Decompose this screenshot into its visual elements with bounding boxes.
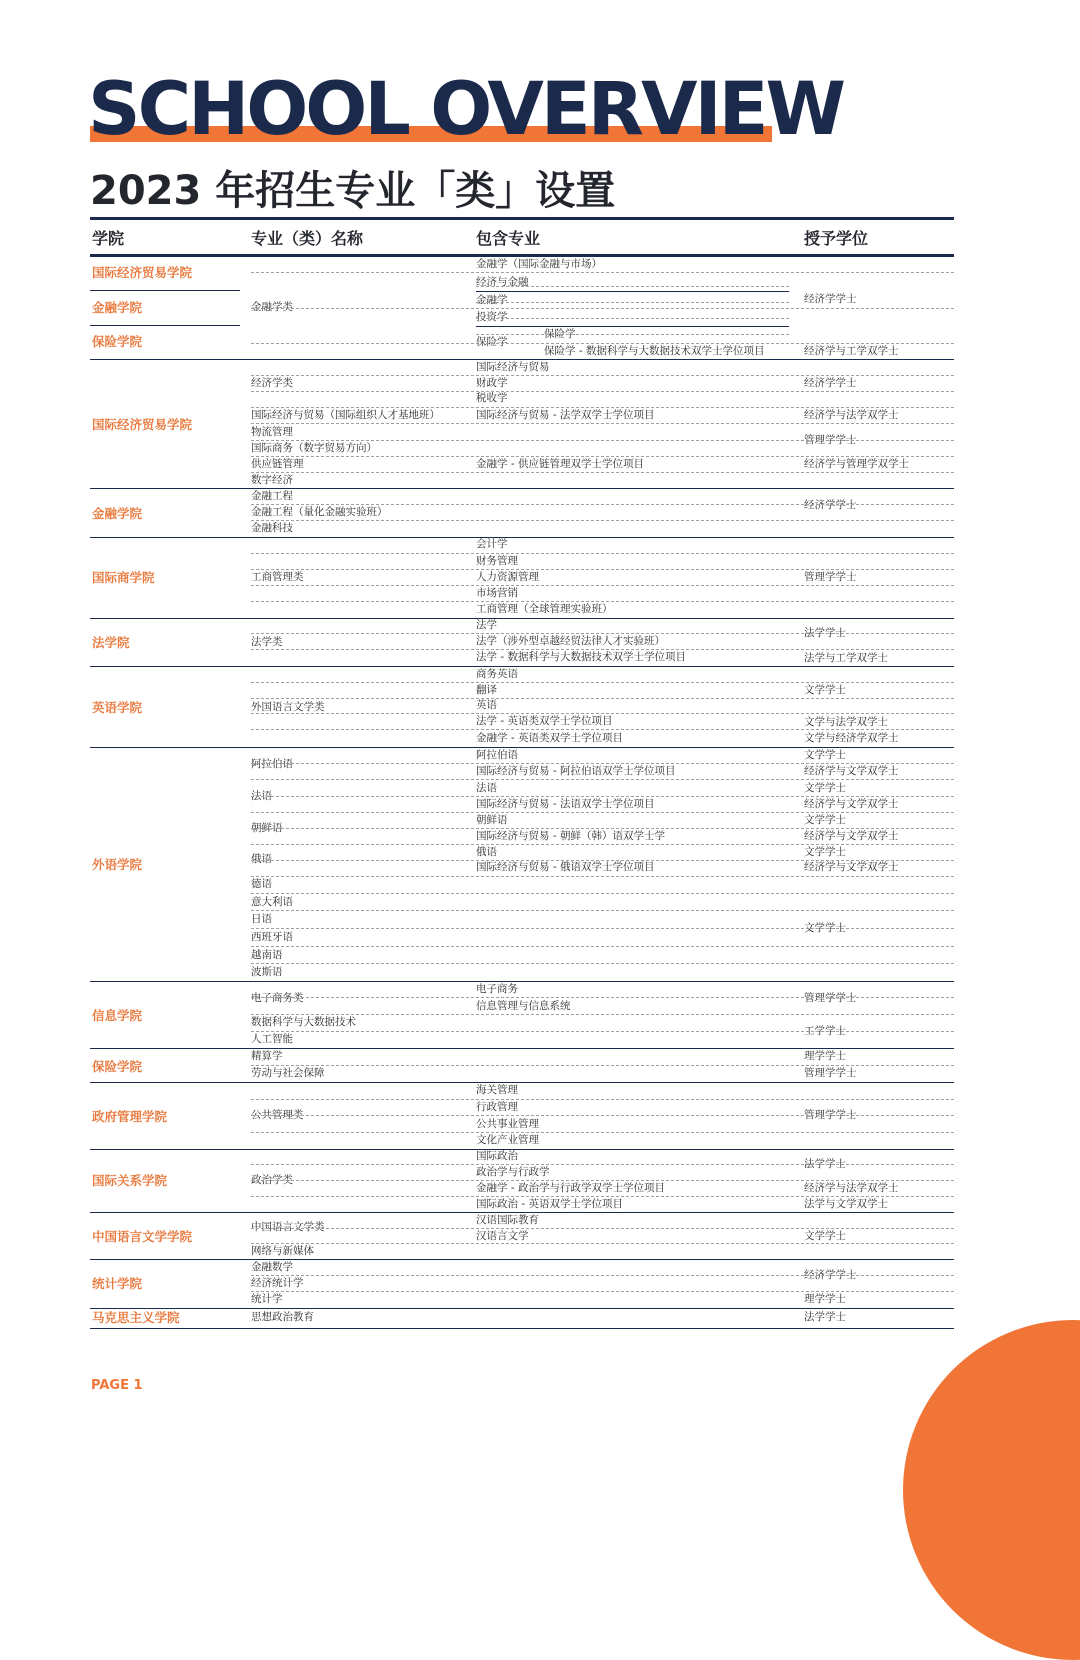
included-major: 保险学 - 数据科学与大数据技术双学士学位项目 [544, 345, 765, 357]
table-rule [251, 633, 954, 634]
degree-awarded: 经济学与文学双学士 [804, 765, 899, 777]
included-major: 汉语国际教育 [476, 1214, 539, 1226]
table-rule [251, 1243, 954, 1244]
included-major: 信息管理与信息系统 [476, 1000, 571, 1012]
school-name: 英语学院 [92, 700, 143, 715]
degree-awarded: 法学与文学双学士 [804, 1198, 888, 1210]
included-major: 金融学 [476, 294, 508, 306]
table-rule [251, 682, 954, 683]
included-major: 商务英语 [476, 668, 518, 680]
table-rule [251, 1031, 954, 1032]
degree-awarded: 经济学与文学双学士 [804, 861, 899, 873]
degree-awarded: 经济学学士 [804, 499, 857, 511]
degree-awarded: 法学学士 [804, 627, 846, 639]
included-major: 法学 - 数据科学与大数据技术双学士学位项目 [476, 651, 686, 663]
included-major: 文化产业管理 [476, 1134, 539, 1146]
major-category: 金融工程（量化金融实验班） [251, 506, 388, 518]
degree-awarded: 经济学与法学双学士 [804, 1182, 899, 1194]
table-rule [251, 946, 954, 947]
included-major: 金融学 - 供应链管理双学士学位项目 [476, 458, 644, 470]
table-rule [90, 1082, 954, 1083]
major-category: 劳动与社会保障 [251, 1067, 325, 1079]
included-major: 国际经济与贸易 - 俄语双学士学位项目 [476, 861, 655, 873]
table-rule [251, 713, 954, 714]
included-major: 行政管理 [476, 1101, 518, 1113]
degree-awarded: 文学学士 [804, 684, 846, 696]
major-category: 金融学类 [251, 301, 293, 313]
major-category: 公共管理类 [251, 1109, 304, 1121]
degree-awarded: 法学与工学双学士 [804, 652, 888, 664]
major-category: 物流管理 [251, 426, 293, 438]
table-rule [251, 1014, 954, 1015]
school-name: 国际经济贸易学院 [92, 265, 193, 280]
included-major: 电子商务 [476, 983, 518, 995]
table-rule [251, 456, 954, 457]
included-major: 金融学 - 政治学与行政学双学士学位项目 [476, 1182, 665, 1194]
degree-awarded: 管理学学士 [804, 1067, 857, 1079]
major-category: 电子商务类 [251, 992, 304, 1004]
page-number: PAGE 1 [91, 1378, 143, 1393]
table-rule [90, 618, 954, 619]
major-category: 金融科技 [251, 522, 293, 534]
degree-awarded: 经济学学士 [804, 377, 857, 389]
included-major: 国际经济与贸易 - 法学双学士学位项目 [476, 409, 655, 421]
degree-awarded: 管理学学士 [804, 434, 857, 446]
degree-awarded: 文学学士 [804, 749, 846, 761]
table-rule [476, 334, 789, 335]
degree-awarded: 法学学士 [804, 1158, 846, 1170]
table-rule [251, 504, 954, 505]
table-rule [251, 343, 954, 344]
major-category: 供应链管理 [251, 458, 304, 470]
included-major: 朝鲜语 [476, 814, 508, 826]
school-name: 中国语言文学学院 [92, 1229, 193, 1244]
table-rule [90, 1308, 954, 1309]
table-rule [251, 1180, 954, 1181]
corner-decoration-circle [903, 1320, 1080, 1660]
table-rule [90, 747, 954, 748]
table-rule [476, 318, 789, 319]
degree-awarded: 工学学士 [804, 1025, 846, 1037]
included-major: 法学（涉外型卓越经贸法律人才实验班） [476, 635, 665, 647]
table-rule [90, 290, 240, 291]
degree-awarded: 文学学士 [804, 922, 846, 934]
degree-awarded: 管理学学士 [804, 571, 857, 583]
major-category: 金融工程 [251, 490, 293, 502]
table-rule [251, 1099, 954, 1100]
table-rule [90, 537, 954, 538]
table-rule [251, 1115, 954, 1116]
school-name: 外语学院 [92, 857, 143, 872]
included-major: 财务管理 [476, 555, 518, 567]
table-rule [251, 812, 954, 813]
page-title [88, 67, 844, 152]
table-rule [251, 553, 954, 554]
major-category: 人工智能 [251, 1033, 293, 1045]
table-rule [251, 844, 954, 845]
major-category: 经济学类 [251, 377, 293, 389]
major-category: 经济统计学 [251, 1277, 304, 1289]
degree-awarded: 经济学与文学双学士 [804, 830, 899, 842]
table-rule [90, 1048, 954, 1049]
major-category: 统计学 [251, 1293, 283, 1305]
major-category: 法学类 [251, 636, 283, 648]
table-rule [251, 910, 954, 911]
major-category: 朝鲜语 [251, 822, 283, 834]
degree-awarded: 经济学学士 [804, 1269, 857, 1281]
table-rule [251, 893, 954, 894]
school-name: 法学院 [92, 635, 130, 650]
major-category: 法语 [251, 790, 272, 802]
school-name: 国际经济贸易学院 [92, 417, 193, 432]
table-rule [251, 997, 954, 998]
included-major: 市场营销 [476, 587, 518, 599]
major-category: 数据科学与大数据技术 [251, 1016, 356, 1028]
table-rule [251, 928, 954, 929]
degree-awarded: 经济学与法学双学士 [804, 409, 899, 421]
table-rule [90, 488, 954, 489]
table-rule [251, 860, 954, 861]
degree-awarded: 经济学与文学双学士 [804, 798, 899, 810]
table-rule [476, 326, 789, 327]
table-rule [251, 375, 954, 376]
included-major: 国际政治 [476, 1150, 518, 1162]
table-rule [251, 828, 954, 829]
table-rule [251, 569, 954, 570]
table-rule [251, 1275, 954, 1276]
major-category: 德语 [251, 878, 272, 890]
table-rule [90, 1259, 954, 1260]
included-major: 俄语 [476, 846, 497, 858]
school-name: 保险学院 [92, 1059, 143, 1074]
degree-awarded: 经济学与管理学双学士 [804, 458, 909, 470]
included-major: 国际经济与贸易 - 法语双学士学位项目 [476, 798, 655, 810]
table-rule [251, 963, 954, 964]
included-major: 公共事业管理 [476, 1118, 539, 1130]
degree-awarded: 管理学学士 [804, 992, 857, 1004]
included-major: 翻译 [476, 684, 497, 696]
table-rule [90, 666, 954, 667]
degree-awarded: 经济学学士 [804, 293, 857, 305]
major-category: 阿拉伯语 [251, 758, 293, 770]
included-major: 金融学 - 英语类双学士学位项目 [476, 732, 623, 744]
degree-awarded: 文学学士 [804, 814, 846, 826]
table-rule [476, 291, 789, 292]
table-rule [251, 729, 954, 730]
table-rule [251, 472, 954, 473]
table-rule [476, 286, 789, 287]
column-header: 专业（类）名称 [251, 229, 364, 248]
major-category: 西班牙语 [251, 931, 293, 943]
degree-awarded: 管理学学士 [804, 1109, 857, 1121]
table-rule [251, 440, 954, 441]
major-category: 外国语言文学类 [251, 701, 325, 713]
table-rule [90, 1212, 954, 1213]
school-name: 金融学院 [92, 506, 143, 521]
major-category: 日语 [251, 913, 272, 925]
table-rule [251, 308, 954, 309]
school-name: 信息学院 [92, 1008, 143, 1023]
major-category: 工商管理类 [251, 571, 304, 583]
degree-awarded: 文学与经济学双学士 [804, 732, 899, 744]
table-rule [251, 1291, 954, 1292]
included-major: 英语 [476, 699, 497, 711]
included-major: 法学 - 英语类双学士学位项目 [476, 715, 613, 727]
included-major: 法学 [476, 619, 497, 631]
school-name: 政府管理学院 [92, 1109, 168, 1124]
school-name: 国际商学院 [92, 570, 155, 585]
table-rule [90, 325, 240, 326]
degree-awarded: 文学与法学双学士 [804, 716, 888, 728]
table-rule [251, 391, 954, 392]
major-category: 波斯语 [251, 966, 283, 978]
table-rule [251, 585, 954, 586]
degree-awarded: 理学学士 [804, 1293, 846, 1305]
degree-awarded: 法学学士 [804, 1311, 846, 1323]
included-major: 投资学 [476, 311, 508, 323]
table-rule [251, 796, 954, 797]
degree-awarded: 理学学士 [804, 1050, 846, 1062]
degree-awarded: 文学学士 [804, 1230, 846, 1242]
degree-awarded: 文学学士 [804, 846, 846, 858]
school-name: 保险学院 [92, 334, 143, 349]
degree-awarded: 文学学士 [804, 782, 846, 794]
included-major: 国际经济与贸易 - 朝鲜（韩）语双学士学 [476, 830, 665, 842]
included-major: 税收学 [476, 392, 508, 404]
school-name: 马克思主义学院 [92, 1310, 180, 1325]
included-major: 经济与金融 [476, 276, 529, 288]
table-rule [251, 876, 954, 877]
column-header: 包含专业 [476, 229, 541, 248]
table-rule [251, 1065, 954, 1066]
table-rule [251, 423, 954, 424]
major-category: 国际经济与贸易（国际组织人才基地班） [251, 409, 440, 421]
included-major: 汉语言文学 [476, 1230, 529, 1242]
included-major: 国际经济与贸易 [476, 361, 550, 373]
school-name: 国际关系学院 [92, 1173, 168, 1188]
table-rule [251, 763, 954, 764]
page-subtitle: 2023 年招生专业「类」设置 [90, 168, 616, 214]
table-rule [90, 981, 954, 982]
table-rule [90, 1328, 954, 1329]
table-rule [90, 217, 954, 220]
included-major: 财政学 [476, 377, 508, 389]
table-rule [90, 1149, 954, 1150]
page-title-text: SCHOOL OVERVIEW [88, 67, 844, 152]
table-rule [251, 272, 954, 273]
major-category: 俄语 [251, 853, 272, 865]
included-major: 人力资源管理 [476, 571, 539, 583]
included-major: 保险学 [544, 328, 576, 340]
table-rule [251, 1228, 954, 1229]
major-category: 政治学类 [251, 1174, 293, 1186]
included-major: 金融学（国际金融与市场） [476, 258, 602, 270]
table-rule [251, 698, 954, 699]
included-major: 阿拉伯语 [476, 749, 518, 761]
included-major: 工商管理（全球管理实验班） [476, 603, 613, 615]
major-category: 金融数学 [251, 1261, 293, 1273]
included-major: 法语 [476, 782, 497, 794]
included-major: 会计学 [476, 538, 508, 550]
included-major: 国际经济与贸易 - 阿拉伯语双学士学位项目 [476, 765, 676, 777]
column-header: 授予学位 [804, 229, 869, 248]
school-name: 金融学院 [92, 300, 143, 315]
table-rule [251, 1132, 954, 1133]
school-name: 统计学院 [92, 1276, 143, 1291]
major-category: 国际商务（数字贸易方向） [251, 442, 377, 454]
major-category: 中国语言文学类 [251, 1221, 325, 1233]
table-rule [251, 520, 954, 521]
major-category: 数字经济 [251, 474, 293, 486]
table-rule [251, 779, 954, 780]
major-category: 意大利语 [251, 896, 293, 908]
table-rule [476, 302, 789, 303]
major-category: 越南语 [251, 949, 283, 961]
table-rule [90, 359, 954, 360]
major-category: 思想政治教育 [251, 1311, 314, 1323]
table-rule [251, 649, 954, 650]
table-rule [251, 601, 954, 602]
included-major: 保险学 [476, 336, 508, 348]
included-major: 国际政治 - 英语双学士学位项目 [476, 1198, 623, 1210]
table-rule [251, 1164, 954, 1165]
included-major: 政治学与行政学 [476, 1166, 550, 1178]
major-category: 精算学 [251, 1050, 283, 1062]
table-rule [251, 407, 954, 408]
major-category: 网络与新媒体 [251, 1245, 314, 1257]
table-rule [251, 1196, 954, 1197]
included-major: 海关管理 [476, 1084, 518, 1096]
column-header: 学院 [92, 229, 125, 248]
degree-awarded: 经济学与工学双学士 [804, 345, 899, 357]
